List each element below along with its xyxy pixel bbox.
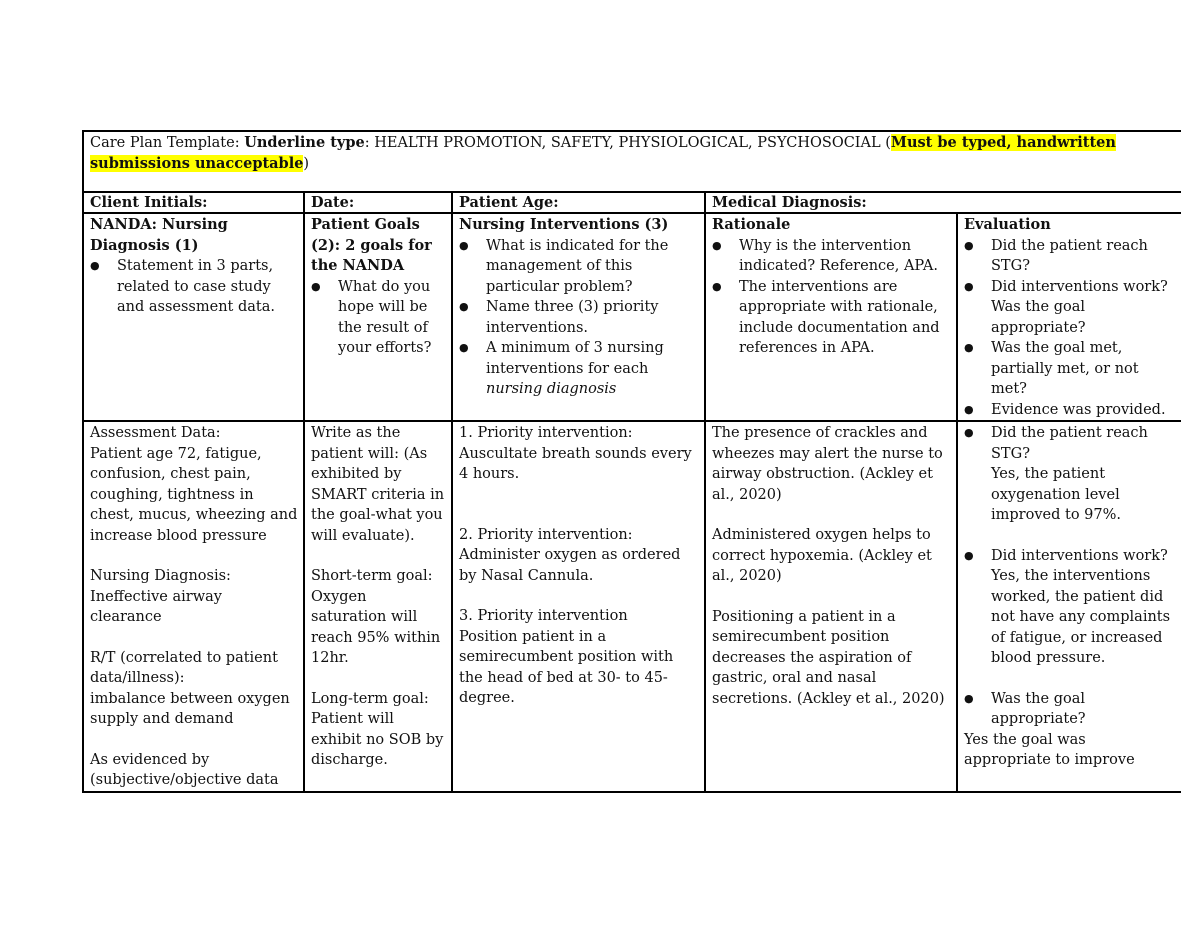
- list-item: ● What do you hope will be the result of your efforts?: [311, 277, 446, 359]
- nanda-bullets: [90, 256, 298, 318]
- nursing-dx-label: Nursing Diagnosis:: [90, 568, 231, 584]
- instructions-row: [83, 213, 1181, 421]
- nursing-dx-text: Ineffective airway clearance: [90, 588, 222, 625]
- intervention-2-label: 2. Priority intervention:: [459, 526, 633, 543]
- rationale-2: Administered oxygen helps to correct hypoxemia. (Ackley et al., 2020): [712, 527, 932, 584]
- medical-diagnosis-label: Medical Diagnosis:: [705, 192, 1181, 213]
- rationale-1: The presence of crackles and wheezes may alert the nurse to airway obstruction. (Ackley et al., 2020): [712, 425, 943, 503]
- evaluation-cell: [957, 421, 1181, 792]
- patient-age-label: Patient Age:: [452, 192, 705, 213]
- eval-answer-1: Yes, the patient oxygenation level improved to 97%.: [991, 466, 1121, 523]
- intervention-3-text: Position patient in a semirecumbent position with the head of bed at 30- to 45-degree.: [459, 628, 674, 706]
- care-plan-sheet: [82, 130, 1181, 812]
- list-item: ● Evidence was provided.: [964, 400, 1176, 421]
- rationale-bullets: [712, 236, 951, 359]
- evaluation-bullets: [964, 236, 1176, 421]
- intervention-1-label: 1. Priority intervention:: [459, 425, 633, 441]
- assessment-text: Patient age 72, fatigue, confusion, chest pain, coughing, tightness in chest, mucus, wheezing and increase blood pressure: [90, 445, 298, 544]
- long-term-goal: Long-term goal: Patient will exhibit no SOB by discharge.: [311, 690, 444, 768]
- typed-warning-highlight: Must be typed, handwritten submissions unacceptable: [90, 134, 1116, 172]
- list-item: ● What is indicated for the management of this particular problem?: [459, 236, 699, 298]
- list-item: ● Did the patient reach STG?: [964, 236, 1176, 277]
- nanda-heading: NANDA: Nursing Diagnosis (1): [90, 216, 228, 254]
- care-plan-table: [82, 130, 1181, 793]
- list-item: ● Was the goal met, partially met, or not met?: [964, 338, 1176, 400]
- title-prefix: Care Plan Template:: [90, 135, 245, 151]
- intervention-1-text: Auscultate breath sounds every 4 hours.: [459, 445, 692, 482]
- rt-label: R/T (correlated to patient data/illness):: [90, 649, 278, 686]
- list-item: ● The interventions are appropriate with rationale, include documentation and references in APA.: [712, 277, 951, 359]
- intervention-2-text: Administer oxygen as ordered by Nasal Cannula.: [459, 547, 681, 584]
- bullet-text: A minimum of 3 nursing interventions for each: [486, 340, 664, 377]
- date-label: Date:: [304, 192, 452, 213]
- title-cell: [83, 131, 1181, 192]
- interventions-instructions: [452, 213, 705, 421]
- bullet-italic-text: nursing diagnosis: [486, 381, 617, 397]
- types-list: : HEALTH PROMOTION, SAFETY, PHYSIOLOGICAL, PSYCHOSOCIAL (: [364, 135, 891, 151]
- underline-type-label: Underline type: [244, 134, 365, 151]
- short-term-goal: Short-term goal: Oxygen saturation will reach 95% within 12hr.: [311, 568, 441, 666]
- title-row: [83, 131, 1181, 192]
- eval-question-3: ● Was the goal appropriate?: [964, 689, 1176, 730]
- rationale-3: Positioning a patient in a semirecumbent position decreases the aspiration of gastric, oral and nasal secretions. (Ackley et al., 2020): [712, 608, 945, 707]
- eval-answer-3: Yes the goal was appropriate to improve: [964, 731, 1135, 768]
- list-item: ● Did interventions work? Was the goal appropriate?: [964, 277, 1176, 339]
- interventions-heading: Nursing Interventions (3): [459, 216, 669, 233]
- title-suffix: ): [303, 155, 310, 172]
- list-item: ● Statement in 3 parts, related to case study and assessment data.: [90, 256, 298, 318]
- eval-question-1: ● Did the patient reach STG?: [964, 423, 1176, 464]
- aeb-text: As evidenced by (subjective/objective data: [90, 751, 279, 788]
- client-initials-label: Client Initials:: [83, 192, 304, 213]
- assessment-label: Assessment Data:: [90, 425, 221, 441]
- goals-bullets: [311, 277, 446, 359]
- eval-question-2: ● Did interventions work?: [964, 546, 1176, 567]
- list-item: ● Name three (3) priority interventions.: [459, 297, 699, 338]
- evaluation-heading: Evaluation: [964, 216, 1051, 233]
- rationale-heading: Rationale: [712, 216, 791, 233]
- goals-heading: Patient Goals (2): 2 goals for the NANDA: [311, 216, 432, 274]
- interventions-bullets: [459, 236, 699, 400]
- assessment-cell: [83, 421, 304, 792]
- rt-text: imbalance between oxygen supply and demand: [90, 690, 290, 727]
- nanda-instructions: [83, 213, 304, 421]
- rationale-cell: [705, 421, 957, 792]
- goals-cell: [304, 421, 452, 792]
- goals-instructions: [304, 213, 452, 421]
- list-item: ● Why is the intervention indicated? Reference, APA.: [712, 236, 951, 277]
- interventions-cell: [452, 421, 705, 792]
- intervention-3-label: 3. Priority intervention: [459, 608, 628, 624]
- rationale-instructions: [705, 213, 957, 421]
- header-row: [83, 192, 1181, 213]
- eval-answer-2: Yes, the interventions worked, the patient did not have any complaints of fatigue, or increased blood pressure.: [991, 568, 1171, 666]
- list-item: [459, 338, 699, 400]
- goals-intro: Write as the patient will: (As exhibited by SMART criteria in the goal-what you will evaluate).: [311, 425, 445, 544]
- content-row: [83, 421, 1181, 792]
- evaluation-instructions: [957, 213, 1181, 421]
